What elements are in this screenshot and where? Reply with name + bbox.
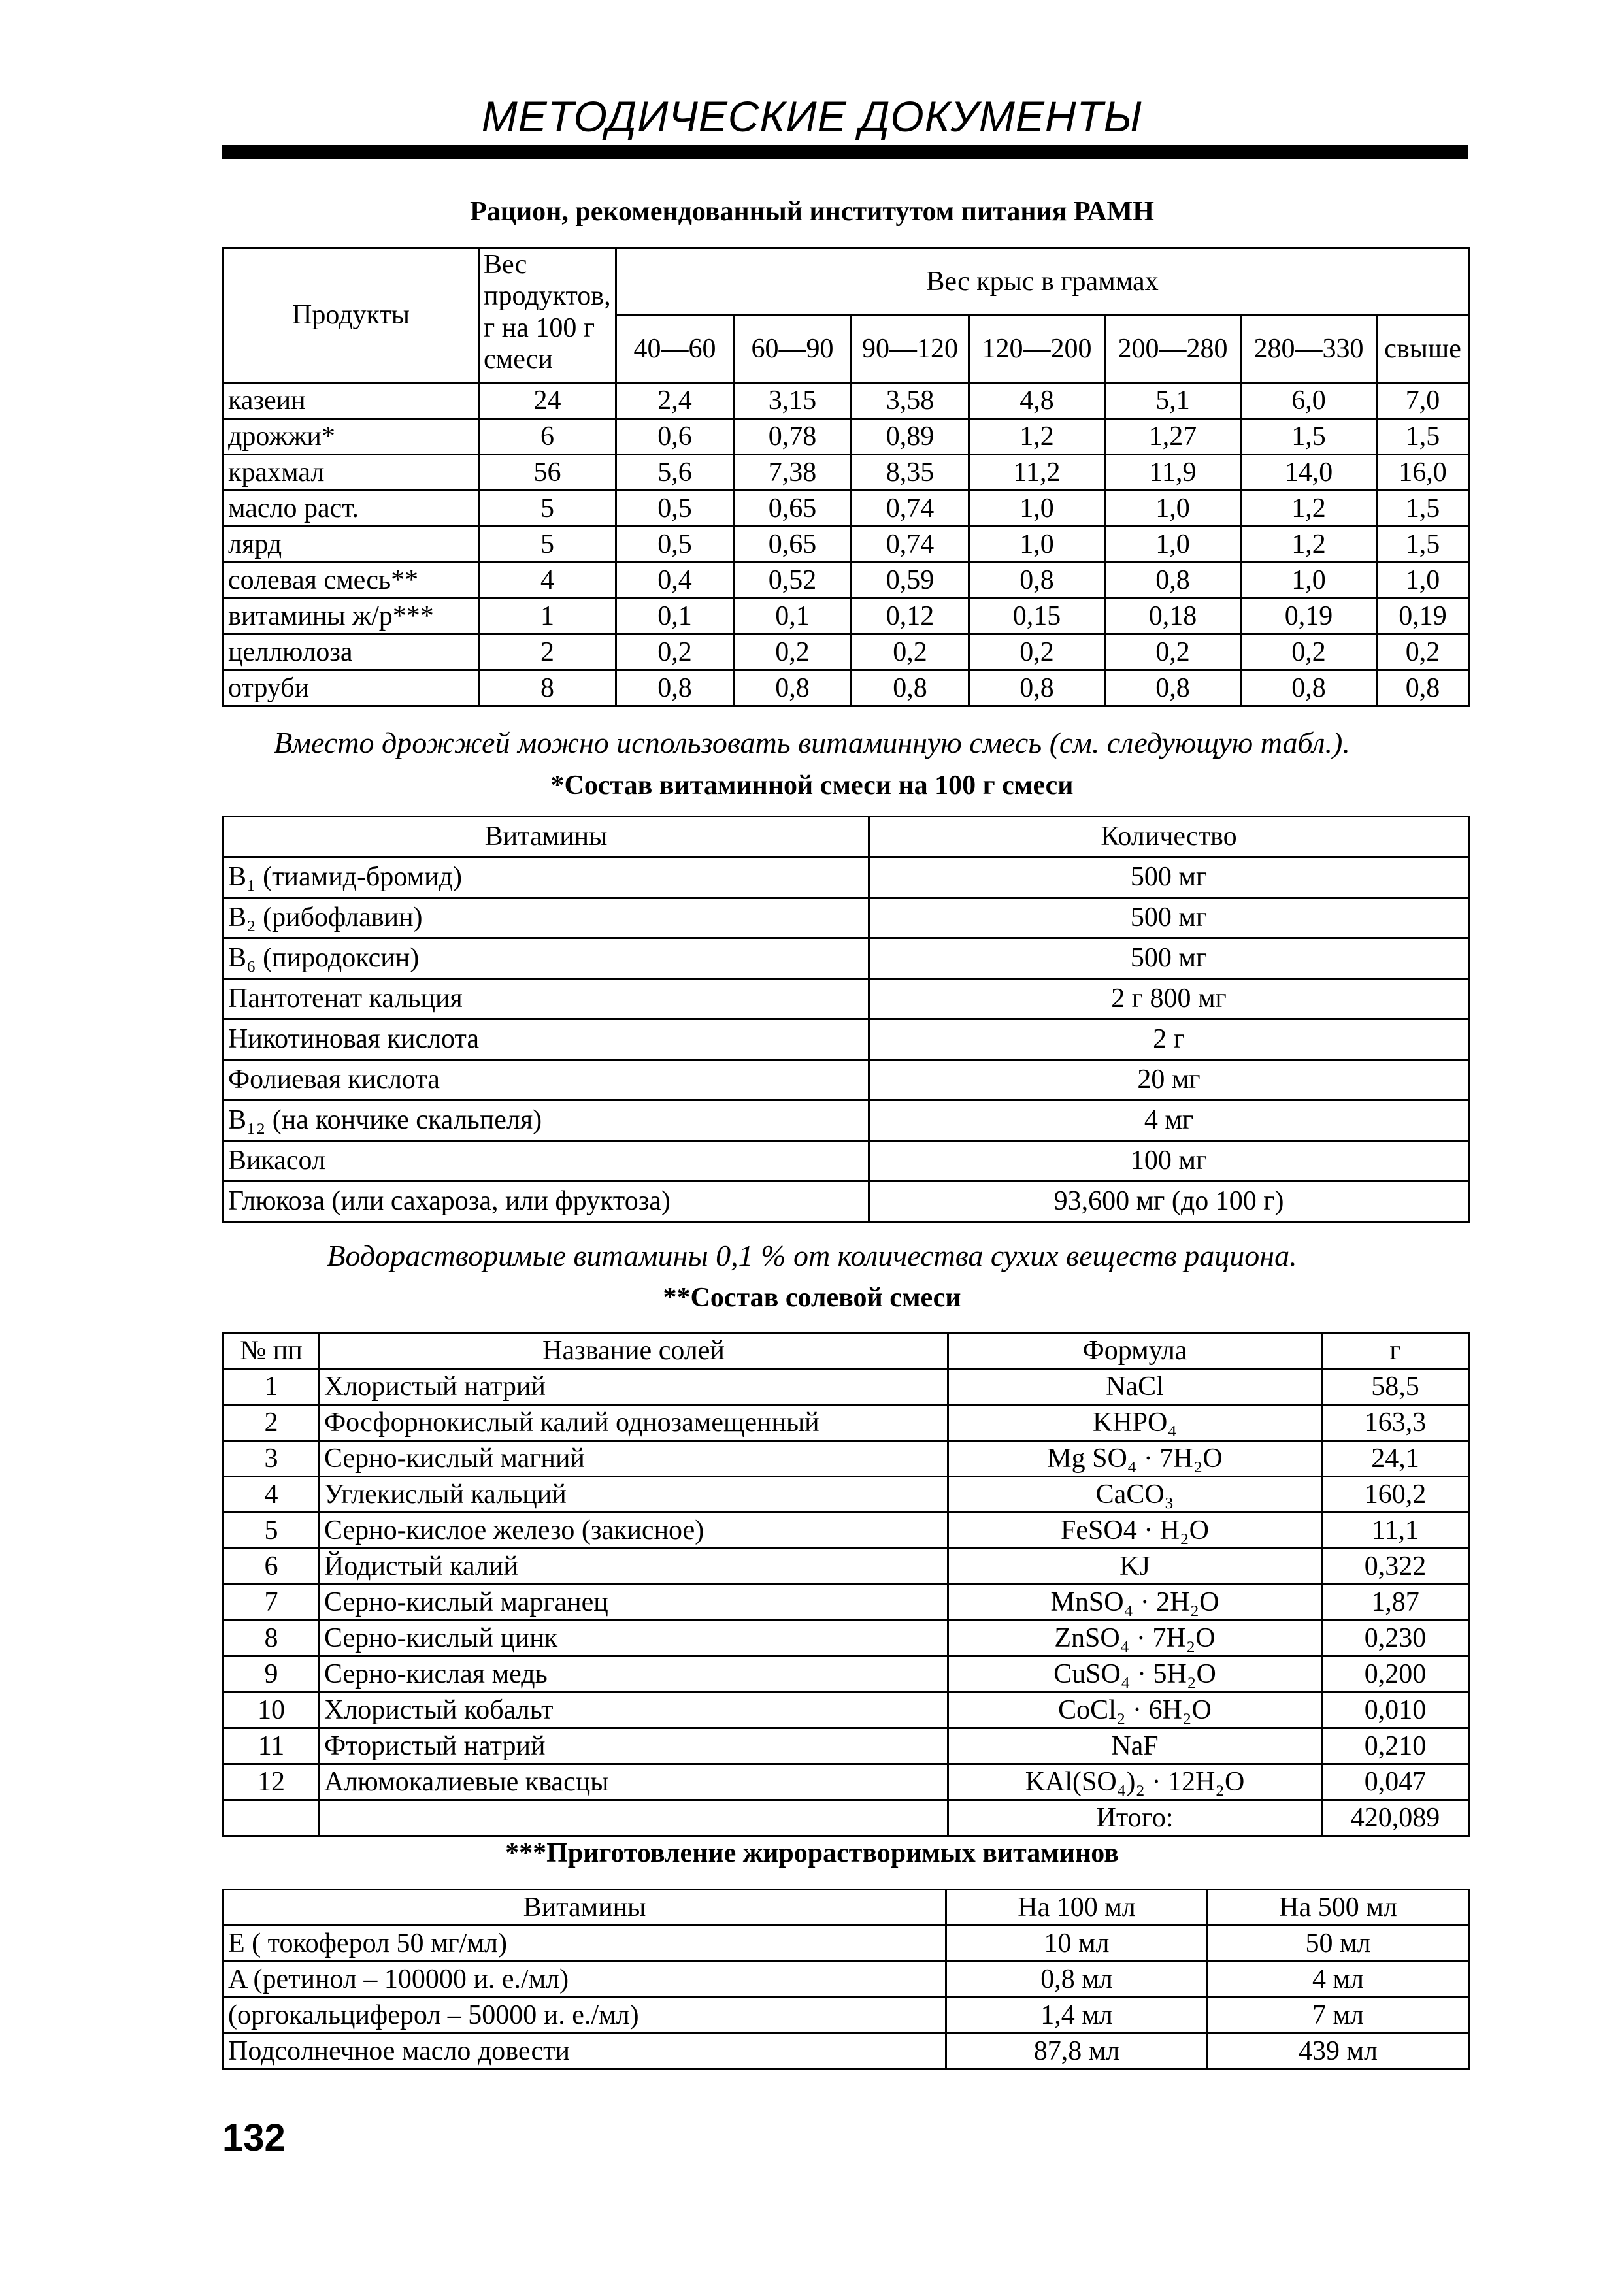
product-weight: 2 [479,635,616,670]
table-row [224,527,1469,563]
table-cell: 0,2 [616,635,734,670]
salt-name: Хлористый натрий [320,1369,948,1405]
col-header-vitamins: Витамины [224,817,869,857]
total-label: Итого: [948,1800,1322,1836]
vitamin-amount: 93,600 мг (до 100 г) [869,1181,1469,1222]
vitamin-amount: 500 мг [869,857,1469,898]
salt-grams: 0,322 [1322,1549,1469,1585]
row-number: 6 [224,1549,320,1585]
table-cell: 0,74 [852,491,969,527]
amount-per-500ml: 439 мл [1208,2034,1469,2070]
table-cell: 0,65 [734,527,852,563]
row-number: 1 [224,1369,320,1405]
table-cell: 11,2 [969,455,1105,491]
amount-per-100ml: 10 мл [946,1926,1208,1962]
salt-formula: KAl(SO₄)₂ · 12H₂O [948,1764,1322,1800]
table-row [224,1998,1469,2034]
table-cell: 0,15 [969,599,1105,635]
salt-formula: MnSO₄ · 2H₂O [948,1585,1322,1621]
salt-name: Серно-кислый цинк [320,1621,948,1657]
salt-formula: CuSO₄ · 5H₂O [948,1657,1322,1692]
table-cell: 0,78 [734,419,852,455]
table-cell: 0,8 [1241,670,1377,706]
table-row [224,1060,1469,1100]
table-cell: 1,0 [1105,491,1241,527]
table-row [224,491,1469,527]
product-weight: 5 [479,527,616,563]
table-row [224,2034,1469,2070]
row-number: 2 [224,1405,320,1441]
product-weight: 1 [479,599,616,635]
vitamin-amount: 500 мг [869,898,1469,938]
table-row [224,1621,1469,1657]
table-cell: 3,15 [734,383,852,419]
row-number: 7 [224,1585,320,1621]
table-cell: 8,35 [852,455,969,491]
salt-grams: 0,200 [1322,1657,1469,1692]
product-name: лярд [224,527,479,563]
col-header-per-100ml: На 100 мл [946,1890,1208,1926]
table-cell: 0,2 [734,635,852,670]
salt-grams: 1,87 [1322,1585,1469,1621]
table-cell: 1,2 [1241,527,1377,563]
table-row [224,563,1469,599]
row-number: 11 [224,1728,320,1764]
vitamin-name: Фолиевая кислота [224,1060,869,1100]
table-cell: 0,8 [616,670,734,706]
table-row [224,1692,1469,1728]
product-name: витамины ж/р*** [224,599,479,635]
table-cell: 1,5 [1241,419,1377,455]
table-cell: 1,0 [969,491,1105,527]
salt-formula: CoCl₂ · 6H₂O [948,1692,1322,1728]
product-weight: 5 [479,491,616,527]
vitamin-mix-caption: *Состав витаминной смеси на 100 г смеси [550,770,1074,800]
salt-grams: 58,5 [1322,1369,1469,1405]
salt-name: Серно-кислый марганец [320,1585,948,1621]
table-cell: 3,58 [852,383,969,419]
table-cell: 1,5 [1377,419,1469,455]
table-cell: 1,0 [1105,527,1241,563]
table-cell: 0,59 [852,563,969,599]
col-header-products: Продукты [224,248,479,383]
table-row [224,857,1469,898]
table-cell: 14,0 [1241,455,1377,491]
table-row [224,455,1469,491]
col-header-grams: г [1322,1333,1469,1369]
ration-note: Вместо дрожжей можно использовать витаминную смесь (см. следующую табл.). [274,726,1350,759]
vitamin-name: A (ретинол – 100000 и. е./мл) [224,1962,946,1998]
header-rule [222,145,1468,159]
table-cell: 0,18 [1105,599,1241,635]
salt-formula: ZnSO₄ · 7H₂O [948,1621,1322,1657]
col-header-number: № пп [224,1333,320,1369]
col-header-salt-name: Название солей [320,1333,948,1369]
table-row [224,1549,1469,1585]
amount-per-100ml: 87,8 мл [946,2034,1208,2070]
salt-formula: FeSO4 · H₂O [948,1513,1322,1549]
col-header-weight-range: свыше [1377,316,1469,383]
table-cell: 0,8 [1377,670,1469,706]
table-cell: 1,0 [1377,563,1469,599]
table-cell: 0,89 [852,419,969,455]
product-name: солевая смесь** [224,563,479,599]
col-header-weight-range: 280—330 [1241,316,1377,383]
vitamin-name: B₁₂ (на кончике скальпеля) [224,1100,869,1141]
col-header-weight-range: 200—280 [1105,316,1241,383]
salt-grams: 0,010 [1322,1692,1469,1728]
product-weight: 56 [479,455,616,491]
table-row [224,898,1469,938]
table-cell: 0,12 [852,599,969,635]
table-cell: 1,27 [1105,419,1241,455]
table-cell: 0,65 [734,491,852,527]
col-header-formula: Формула [948,1333,1322,1369]
salt-grams: 24,1 [1322,1441,1469,1477]
table-cell: 11,9 [1105,455,1241,491]
row-number: 5 [224,1513,320,1549]
col-header-rat-weight: Вес крыс в граммах [616,248,1469,316]
table-row [224,1405,1469,1441]
table-cell: 0,8 [1105,670,1241,706]
total-value: 420,089 [1322,1800,1469,1836]
table-cell: 0,1 [734,599,852,635]
table-cell: 0,8 [1105,563,1241,599]
running-header: МЕТОДИЧЕСКИЕ ДОКУМЕНТЫ [481,92,1143,140]
table-row [224,383,1469,419]
product-name: крахмал [224,455,479,491]
table-cell: 7,38 [734,455,852,491]
amount-per-100ml: 0,8 мл [946,1962,1208,1998]
salt-formula: NaCl [948,1369,1322,1405]
table-cell: 0,2 [1377,635,1469,670]
table-cell: 0,74 [852,527,969,563]
vitamin-amount: 500 мг [869,938,1469,979]
salt-formula: KHPO₄ [948,1405,1322,1441]
table-cell: 0,2 [852,635,969,670]
table-cell: 0,4 [616,563,734,599]
table-row [224,1441,1469,1477]
vitamin-amount: 20 мг [869,1060,1469,1100]
table-cell: 1,0 [969,527,1105,563]
table-row [224,1019,1469,1060]
table-row [224,1477,1469,1513]
col-header-weight-range: 40—60 [616,316,734,383]
table-cell: 0,8 [969,670,1105,706]
table-cell: 1,5 [1377,491,1469,527]
table-cell: 0,8 [734,670,852,706]
table-cell: 1,2 [969,419,1105,455]
table-row [224,670,1469,706]
salt-name: Фосфорнокислый калий однозамещенный [320,1405,948,1441]
table-row [224,979,1469,1019]
salt-formula: KJ [948,1549,1322,1585]
product-weight: 4 [479,563,616,599]
table-row [224,1728,1469,1764]
vitamin-name: Пантотенат кальция [224,979,869,1019]
ration-caption: Рацион, рекомендованный институтом питания РАМН [470,197,1154,227]
table-cell: 0,8 [852,670,969,706]
col-header-product-weight: Вес продуктов, г на 100 г смеси [479,248,616,383]
vitamin-name: B₂ (рибофлавин) [224,898,869,938]
salt-name: Углекислый кальций [320,1477,948,1513]
vitamin-name: Викасол [224,1141,869,1181]
vitamin-mix-note: Водорастворимые витамины 0,1 % от количества сухих веществ рациона. [327,1239,1297,1272]
empty-cell [224,1800,320,1836]
col-header-weight-range: 90—120 [852,316,969,383]
table-row [224,1926,1469,1962]
salt-mix-table [222,1332,1470,1837]
table-cell: 6,0 [1241,383,1377,419]
vitamin-name: E ( токоферол 50 мг/мл) [224,1926,946,1962]
product-name: отруби [224,670,479,706]
salt-formula: NaF [948,1728,1322,1764]
salt-grams: 0,210 [1322,1728,1469,1764]
empty-cell [320,1800,948,1836]
salt-name: Серно-кислое железо (закисное) [320,1513,948,1549]
page-number: 132 [222,2117,286,2159]
table-row [224,635,1469,670]
table-cell: 2,4 [616,383,734,419]
table-cell: 5,1 [1105,383,1241,419]
row-number: 9 [224,1657,320,1692]
product-name: масло раст. [224,491,479,527]
table-row [224,419,1469,455]
table-cell: 0,8 [969,563,1105,599]
table-row [224,1513,1469,1549]
row-number: 12 [224,1764,320,1800]
table-row [224,1764,1469,1800]
vitamin-name: Глюкоза (или сахароза, или фруктоза) [224,1181,869,1222]
salt-grams: 11,1 [1322,1513,1469,1549]
amount-per-500ml: 50 мл [1208,1926,1469,1962]
row-number: 8 [224,1621,320,1657]
vitamin-amount: 2 г 800 мг [869,979,1469,1019]
vitamin-name: B₁ (тиамид-бромид) [224,857,869,898]
row-number: 10 [224,1692,320,1728]
salt-mix-caption: **Состав солевой смеси [663,1283,961,1313]
product-name: целлюлоза [224,635,479,670]
col-header-weight-range: 120—200 [969,316,1105,383]
table-row [224,1141,1469,1181]
table-cell: 0,2 [1241,635,1377,670]
table-cell: 7,0 [1377,383,1469,419]
table-row [224,1962,1469,1998]
table-cell: 1,2 [1241,491,1377,527]
vitamin-name: Никотиновая кислота [224,1019,869,1060]
salt-name: Серно-кислый магний [320,1441,948,1477]
salt-grams: 0,047 [1322,1764,1469,1800]
amount-per-500ml: 4 мл [1208,1962,1469,1998]
table-cell: 1,5 [1377,527,1469,563]
table-cell: 0,19 [1241,599,1377,635]
vitamin-mix-table [222,816,1470,1223]
table-row [224,599,1469,635]
table-cell: 0,1 [616,599,734,635]
table-cell: 4,8 [969,383,1105,419]
table-row [224,1369,1469,1405]
amount-per-500ml: 7 мл [1208,1998,1469,2034]
table-cell: 0,2 [969,635,1105,670]
salt-grams: 0,230 [1322,1621,1469,1657]
table-cell: 0,5 [616,491,734,527]
ration-table [222,247,1470,707]
col-header-vitamins: Витамины [224,1890,946,1926]
fat-vitamins-table [222,1889,1470,2070]
table-row [224,1181,1469,1222]
salt-formula: Mg SO₄ · 7H₂O [948,1441,1322,1477]
salt-grams: 160,2 [1322,1477,1469,1513]
table-cell: 16,0 [1377,455,1469,491]
vitamin-name: (оргокальциферол – 50000 и. е./мл) [224,1998,946,2034]
fat-vitamins-caption: ***Приготовление жирорастворимых витаминов [505,1838,1119,1868]
vitamin-amount: 4 мг [869,1100,1469,1141]
table-row [224,1657,1469,1692]
row-number: 4 [224,1477,320,1513]
amount-per-100ml: 1,4 мл [946,1998,1208,2034]
salt-name: Серно-кислая медь [320,1657,948,1692]
table-row [224,1100,1469,1141]
vitamin-name: Подсолнечное масло довести [224,2034,946,2070]
vitamin-amount: 100 мг [869,1141,1469,1181]
salt-name: Хлористый кобальт [320,1692,948,1728]
table-cell: 0,52 [734,563,852,599]
table-cell: 0,5 [616,527,734,563]
salt-name: Фтористый натрий [320,1728,948,1764]
table-cell: 5,6 [616,455,734,491]
product-weight: 8 [479,670,616,706]
product-weight: 24 [479,383,616,419]
col-header-per-500ml: На 500 мл [1208,1890,1469,1926]
salt-name: Йодистый калий [320,1549,948,1585]
table-cell: 1,0 [1241,563,1377,599]
table-cell: 0,6 [616,419,734,455]
total-row [224,1800,1469,1836]
col-header-amount: Количество [869,817,1469,857]
row-number: 3 [224,1441,320,1477]
salt-name: Алюмокалиевые квасцы [320,1764,948,1800]
product-name: дрожжи* [224,419,479,455]
table-row [224,938,1469,979]
salt-formula: CaCO₃ [948,1477,1322,1513]
table-cell: 0,2 [1105,635,1241,670]
salt-grams: 163,3 [1322,1405,1469,1441]
table-row [224,1585,1469,1621]
col-header-weight-range: 60—90 [734,316,852,383]
vitamin-amount: 2 г [869,1019,1469,1060]
product-name: казеин [224,383,479,419]
vitamin-name: B₆ (пиродоксин) [224,938,869,979]
product-weight: 6 [479,419,616,455]
table-cell: 0,19 [1377,599,1469,635]
